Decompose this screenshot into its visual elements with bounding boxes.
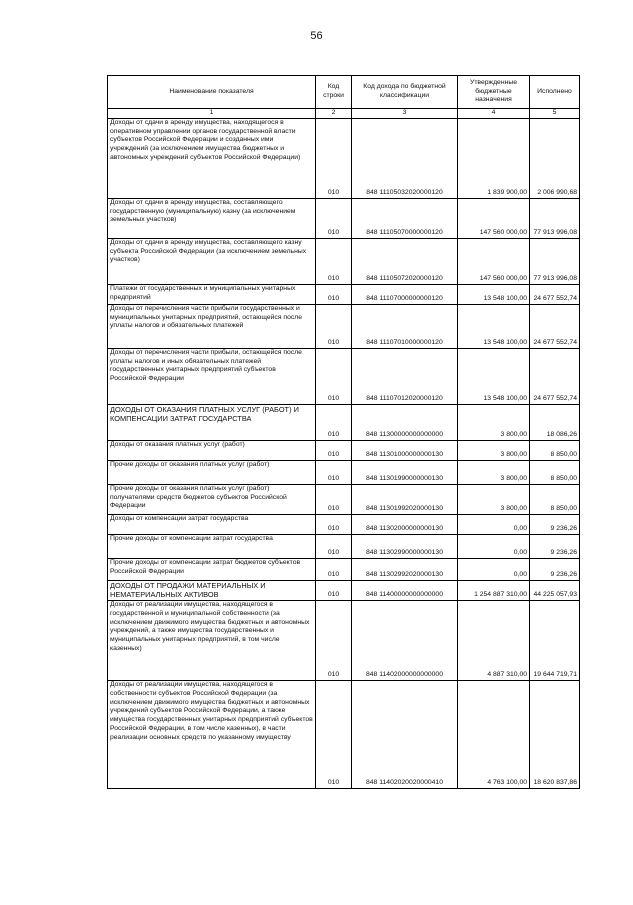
row-kbk: 848 11105072020000120 bbox=[352, 238, 458, 284]
table-row bbox=[108, 284, 580, 304]
row-code: 010 bbox=[316, 534, 352, 558]
table-row bbox=[108, 600, 580, 680]
row-kbk: 848 11107010000000120 bbox=[352, 304, 458, 348]
row-kbk: 848 11107000000000120 bbox=[352, 284, 458, 304]
row-name: Доходы от оказания платных услуг (работ) bbox=[108, 440, 316, 460]
row-code: 010 bbox=[316, 404, 352, 440]
row-executed: 18 620 837,86 bbox=[530, 680, 580, 788]
row-approved: 0,00 bbox=[458, 558, 530, 580]
column-number: 5 bbox=[530, 109, 580, 119]
table-row bbox=[108, 460, 580, 484]
row-executed: 8 850,00 bbox=[530, 440, 580, 460]
table-row bbox=[108, 580, 580, 600]
row-kbk: 848 11300000000000000 bbox=[352, 404, 458, 440]
row-executed: 9 236,26 bbox=[530, 558, 580, 580]
row-name: ДОХОДЫ ОТ ОКАЗАНИЯ ПЛАТНЫХ УСЛУГ (РАБОТ) И КОМПЕНСАЦИИ ЗАТРАТ ГОСУДАРСТВА bbox=[108, 404, 316, 440]
row-code: 010 bbox=[316, 484, 352, 514]
table-row bbox=[108, 680, 580, 788]
header-code: Код строки bbox=[316, 76, 352, 109]
row-approved: 0,00 bbox=[458, 514, 530, 534]
row-kbk: 848 11302990000000130 bbox=[352, 534, 458, 558]
row-approved: 147 560 000,00 bbox=[458, 238, 530, 284]
row-kbk: 848 11301990000000130 bbox=[352, 460, 458, 484]
table-row bbox=[108, 304, 580, 348]
row-kbk: 848 11402000000000000 bbox=[352, 600, 458, 680]
row-executed: 8 850,00 bbox=[530, 460, 580, 484]
row-code: 010 bbox=[316, 198, 352, 238]
row-approved: 3 800,00 bbox=[458, 484, 530, 514]
header-row bbox=[108, 76, 580, 109]
row-name: Прочие доходы от оказания платных услуг (работ) получателями средств бюджетов субъектов Российской Федерации bbox=[108, 484, 316, 514]
row-approved: 1 839 900,00 bbox=[458, 118, 530, 198]
table-row bbox=[108, 348, 580, 404]
table-row bbox=[108, 514, 580, 534]
row-approved: 3 800,00 bbox=[458, 460, 530, 484]
column-number: 3 bbox=[352, 109, 458, 119]
header-approved: Утвержденные бюджетные назначения bbox=[458, 76, 530, 109]
row-code: 010 bbox=[316, 440, 352, 460]
row-approved: 13 548 100,00 bbox=[458, 284, 530, 304]
row-executed: 24 677 552,74 bbox=[530, 284, 580, 304]
table-row bbox=[108, 198, 580, 238]
table-row bbox=[108, 484, 580, 514]
row-approved: 4 887 310,00 bbox=[458, 600, 530, 680]
row-code: 010 bbox=[316, 284, 352, 304]
row-name: Прочие доходы от оказания платных услуг (работ) bbox=[108, 460, 316, 484]
table-row bbox=[108, 118, 580, 198]
page-number: 56 bbox=[310, 30, 323, 42]
row-code: 010 bbox=[316, 558, 352, 580]
column-number-row bbox=[108, 109, 580, 119]
row-approved: 1 254 887 310,00 bbox=[458, 580, 530, 600]
row-name: Доходы от реализации имущества, находящегося в государственной и муниципальной собственности (за исключением движимого имущества бюджетных и автономных учреждений, а также имущества государственных и муниципальных унитарных предприятий, в том числе казенных) bbox=[108, 600, 316, 680]
table-row bbox=[108, 558, 580, 580]
row-name: Платежи от государственных и муниципальных унитарных предприятий bbox=[108, 284, 316, 304]
row-code: 010 bbox=[316, 238, 352, 284]
row-kbk: 848 11302000000000130 bbox=[352, 514, 458, 534]
row-name: Доходы от перечисления части прибыли государственных и муниципальных унитарных предприятий, остающейся после уплаты налогов и обязательных платежей bbox=[108, 304, 316, 348]
row-executed: 9 236,26 bbox=[530, 514, 580, 534]
row-name: Прочие доходы от компенсации затрат бюджетов субъектов Российской Федерации bbox=[108, 558, 316, 580]
table-row bbox=[108, 440, 580, 460]
row-name: Доходы от сдачи в аренду имущества, составляющего казну субъекта Российской Федерации (за исключением земельных участков) bbox=[108, 238, 316, 284]
row-code: 010 bbox=[316, 600, 352, 680]
row-kbk: 848 11107012020000120 bbox=[352, 348, 458, 404]
row-executed: 24 677 552,74 bbox=[530, 348, 580, 404]
row-name: Доходы от сдачи в аренду имущества, находящегося в оперативном управлении органов государственной власти субъектов Российской Федерации и созданных ими учреждений (за исключением имущества бюджетных и автономных учреждений субъектов Российской Федерации) bbox=[108, 118, 316, 198]
header-kbk: Код дохода по бюджетной классификации bbox=[352, 76, 458, 109]
column-number: 4 bbox=[458, 109, 530, 119]
row-code: 010 bbox=[316, 580, 352, 600]
row-executed: 77 913 996,08 bbox=[530, 238, 580, 284]
row-executed: 77 913 996,08 bbox=[530, 198, 580, 238]
column-number: 2 bbox=[316, 109, 352, 119]
row-code: 010 bbox=[316, 514, 352, 534]
row-kbk: 848 11301992020000130 bbox=[352, 484, 458, 514]
column-number: 1 bbox=[108, 109, 316, 119]
row-approved: 0,00 bbox=[458, 534, 530, 558]
row-code: 010 bbox=[316, 304, 352, 348]
row-code: 010 bbox=[316, 118, 352, 198]
row-executed: 44 225 057,93 bbox=[530, 580, 580, 600]
row-code: 010 bbox=[316, 348, 352, 404]
row-executed: 8 850,00 bbox=[530, 484, 580, 514]
row-code: 010 bbox=[316, 680, 352, 788]
row-name: Доходы от компенсации затрат государства bbox=[108, 514, 316, 534]
table-row bbox=[108, 404, 580, 440]
row-approved: 147 560 000,00 bbox=[458, 198, 530, 238]
table-row bbox=[108, 534, 580, 558]
row-approved: 3 800,00 bbox=[458, 440, 530, 460]
row-kbk: 848 11402020020000410 bbox=[352, 680, 458, 788]
row-kbk: 848 11105070000000120 bbox=[352, 198, 458, 238]
row-kbk: 848 11302992020000130 bbox=[352, 558, 458, 580]
row-name: Доходы от сдачи в аренду имущества, составляющего государственную (муниципальную) казну (за исключением земельных участков) bbox=[108, 198, 316, 238]
row-kbk: 848 11105032020000120 bbox=[352, 118, 458, 198]
row-executed: 9 236,26 bbox=[530, 534, 580, 558]
row-name: ДОХОДЫ ОТ ПРОДАЖИ МАТЕРИАЛЬНЫХ И НЕМАТЕРИАЛЬНЫХ АКТИВОВ bbox=[108, 580, 316, 600]
row-name: Доходы от перечисления части прибыли, остающейся после уплаты налогов и иных обязательных платежей государственных унитарных предприятий субъектов Российской Федерации bbox=[108, 348, 316, 404]
header-name: Наименование показателя bbox=[108, 76, 316, 109]
row-approved: 13 548 100,00 bbox=[458, 304, 530, 348]
row-executed: 19 644 719,71 bbox=[530, 600, 580, 680]
header-executed: Исполнено bbox=[530, 76, 580, 109]
row-code: 010 bbox=[316, 460, 352, 484]
row-name: Прочие доходы от компенсации затрат государства bbox=[108, 534, 316, 558]
row-name: Доходы от реализации имущества, находящегося в собственности субъектов Российской Федерации (за исключением движимого имущества бюджетных и автономных учреждений субъектов Российской Федерации, а также имущества государственных унитарных предприятий субъектов Российской Федерации, в том числе казенных), в части реализации основных средств по указанному имуществу bbox=[108, 680, 316, 788]
row-approved: 3 800,00 bbox=[458, 404, 530, 440]
row-executed: 24 677 552,74 bbox=[530, 304, 580, 348]
row-approved: 4 763 100,00 bbox=[458, 680, 530, 788]
row-executed: 18 086,26 bbox=[530, 404, 580, 440]
row-executed: 2 006 990,68 bbox=[530, 118, 580, 198]
row-kbk: 848 11400000000000000 bbox=[352, 580, 458, 600]
table-row bbox=[108, 238, 580, 284]
revenue-report-table bbox=[107, 75, 580, 789]
row-approved: 13 548 100,00 bbox=[458, 348, 530, 404]
row-kbk: 848 11301000000000130 bbox=[352, 440, 458, 460]
